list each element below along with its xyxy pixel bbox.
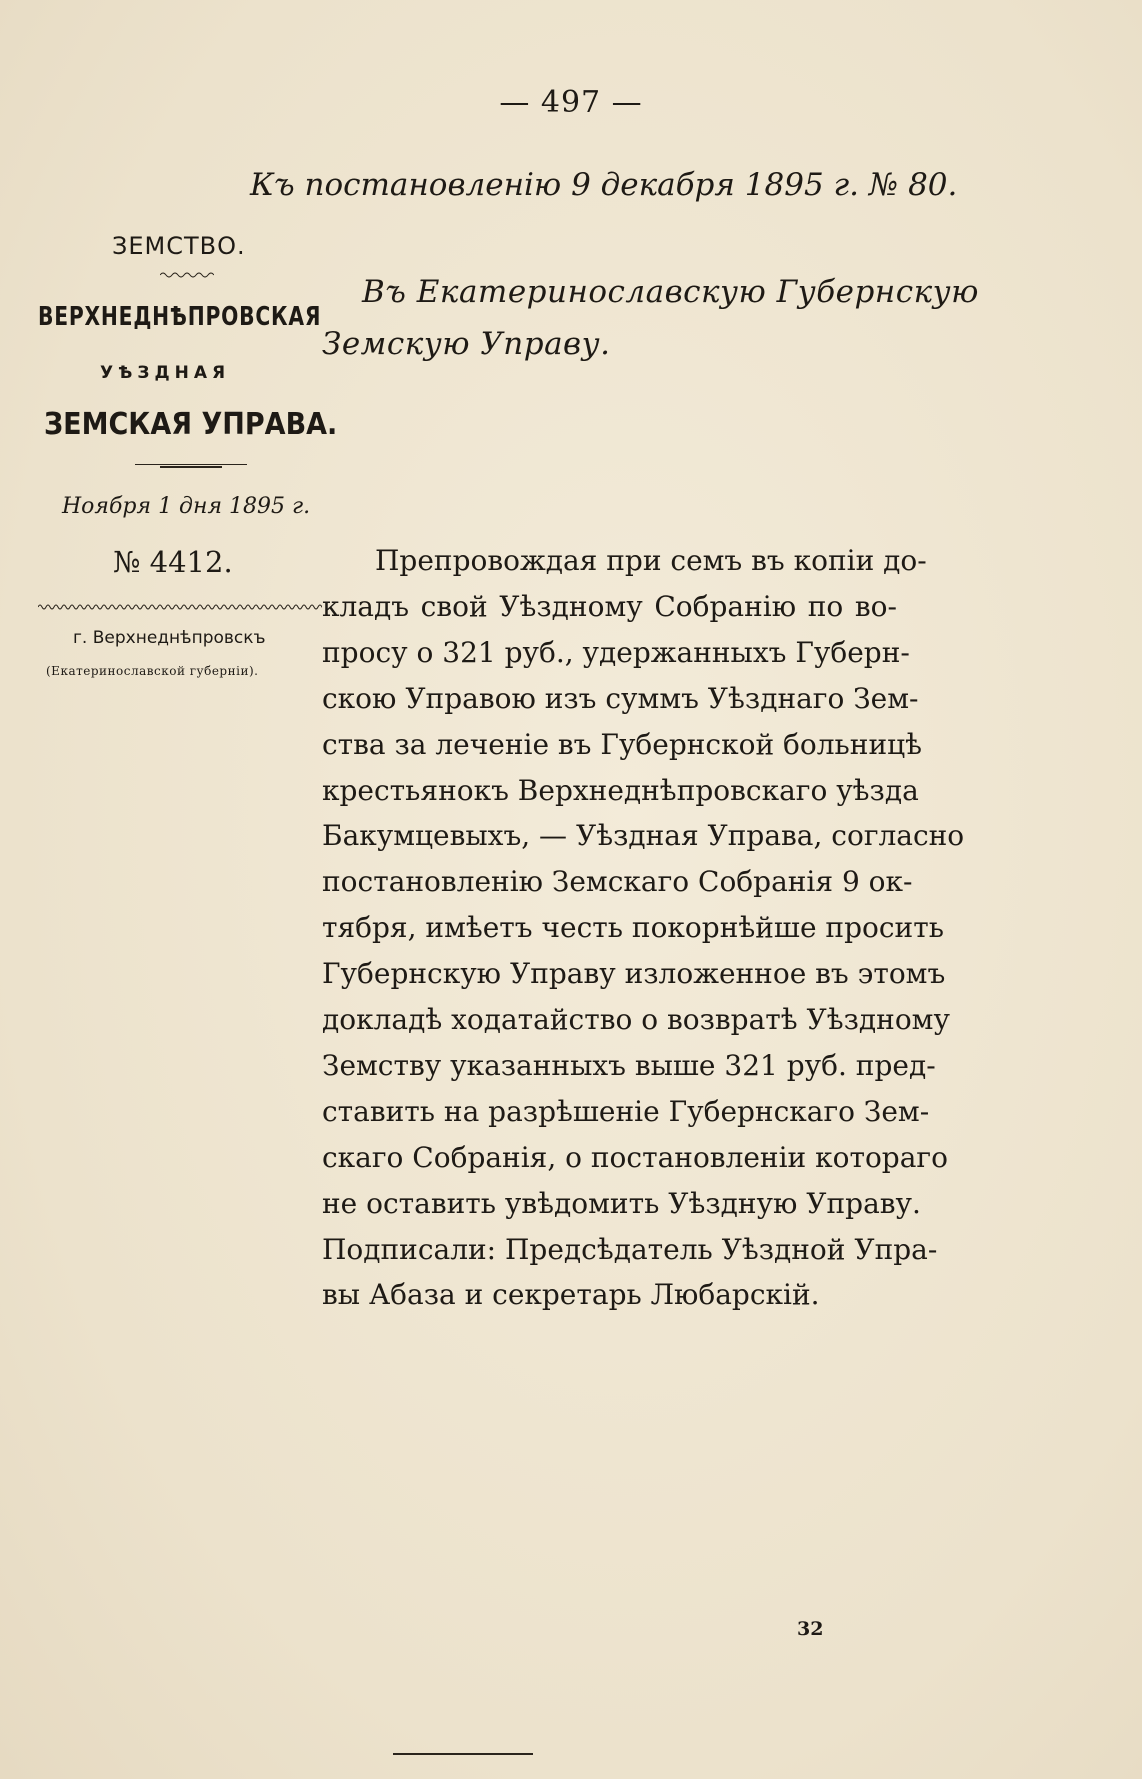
body-line: кладъ свой Уѣздному Собранію по во-: [322, 589, 897, 623]
body-line: Земству указанныхъ выше 321 руб. пред-: [322, 1048, 936, 1082]
body-line: крестьянокъ Верхнеднѣпровскаго уѣзда: [322, 773, 919, 807]
recipient-line-2: Земскую Управу.: [322, 326, 611, 362]
body-line: тября, имѣетъ честь покорнѣйше просить: [322, 911, 944, 945]
letterhead-uezdnaya: УѢЗДНАЯ: [100, 363, 231, 383]
signature-mark: 32: [797, 1618, 824, 1640]
wavy-ornament-small: [160, 271, 214, 279]
letterhead-uprava: ЗЕМСКАЯ УПРАВА.: [44, 407, 338, 442]
body-line: постановленію Земскаго Собранія 9 ок-: [322, 865, 913, 899]
body-line: скаго Собранія, о постановленіи котораго: [322, 1140, 948, 1174]
body-line: Препровождая при семъ въ копіи до-: [375, 544, 927, 577]
body-line: докладѣ ходатайство о возвратѣ Уѣздному: [322, 1003, 950, 1036]
recipient-line-1: Въ Екатеринославскую Губернскую: [362, 274, 979, 310]
letterhead-district: ВЕРХНЕДНѢПРОВСКАЯ: [38, 302, 322, 332]
body-line: Бакумцевыхъ, — Уѣздная Управа, согласно: [322, 819, 965, 853]
body-line: не оставить увѣдомить Уѣздную Управу.: [322, 1186, 921, 1220]
letterhead-number: № 4412.: [113, 545, 233, 579]
body-line: Подписали: Предсѣдатель Уѣздной Упра-: [322, 1232, 938, 1266]
letterhead-province: (Екатеринославской губерніи).: [46, 664, 259, 678]
wavy-ornament-long: [38, 603, 322, 611]
body-line: скою Управою изъ суммъ Уѣзднаго Зем-: [322, 681, 919, 715]
letterhead-zemstvo: ЗЕМСТВО.: [112, 232, 246, 260]
page-number: — 497 —: [499, 85, 643, 120]
attachment-note: Къ постановленію 9 декабря 1895 г. № 80.: [250, 167, 958, 203]
body-line: ства за леченіе въ Губернской больницѣ: [322, 727, 922, 761]
letterhead-city: г. Верхнеднѣпровскъ: [73, 628, 266, 648]
letterhead-date: Ноября 1 дня 1895 г.: [62, 494, 311, 519]
letterhead-divider: [135, 464, 247, 465]
body-line: ставить на разрѣшеніе Губернскаго Зем-: [322, 1094, 930, 1128]
body-line: вы Абаза и секретарь Любарскій.: [322, 1278, 820, 1312]
end-rule: [393, 1753, 533, 1755]
body-line: Губернскую Управу изложенное въ этомъ: [322, 957, 946, 991]
body-line: просу о 321 руб., удержанныхъ Губерн-: [322, 635, 910, 669]
